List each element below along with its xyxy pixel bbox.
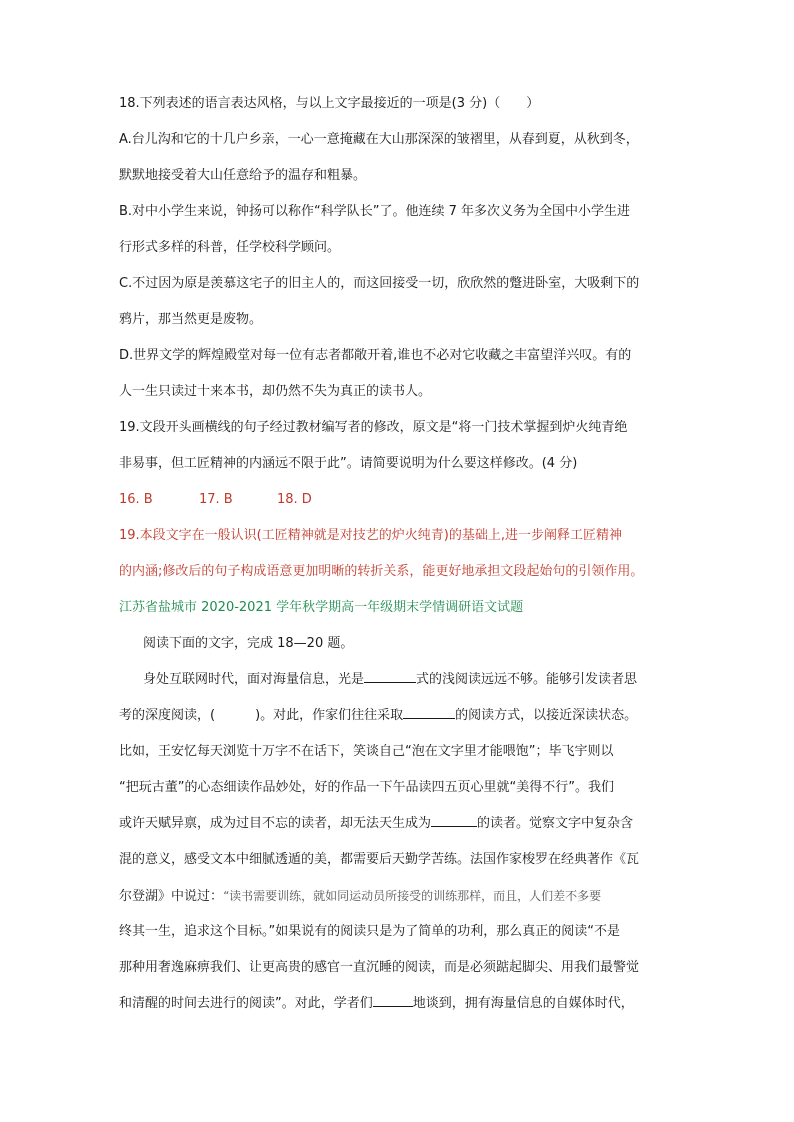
passage-text: 式的浅阅读远远不够。能够引发读者思: [416, 672, 638, 687]
option-a-line-2: 默默地接受着大山任意给予的温存和粗暴。: [119, 168, 367, 183]
passage-line-9: 那种用奢逸麻痹我们、让更高贵的感官一直沉睡的阅读，而是必须踮起脚尖、用我们最警觉: [119, 960, 640, 975]
passage-line-3: 比如，王安忆每天浏览十万字不在话下，笑谈自己“泡在文字里才能喂饱”；毕飞宇则以: [119, 744, 614, 759]
answer-18: 18. D: [277, 492, 312, 507]
passage-text: 或许天赋异禀，成为过目不忘的读者，却无法天生成为: [119, 816, 432, 831]
answer-19-line-2: 的内涵;修改后的句子构成语意更加明晰的转折关系，能更好地承担文段起始句的引领作用。: [119, 564, 644, 579]
option-c-line-2: 鸦片，那当然更是废物。: [119, 312, 263, 327]
option-a-line-1: A.台儿沟和它的十几户乡亲，一心一意掩藏在大山那深深的皱褶里，从春到夏，从秋到冬，: [119, 132, 639, 147]
passage-line-7: [119, 884, 681, 920]
section-title: 江苏省盐城市 2020-2021 学年秋学期高一年级期末学情调研语文试题: [119, 600, 524, 615]
passage-line-6: 混的意义，感受文本中细腻透遁的美，都需要后天勤学苦练。法国作家梭罗在经典著作《瓦: [119, 852, 640, 867]
fill-blank: [364, 668, 416, 683]
document-content: [119, 92, 681, 1028]
option-b-line-2: 行形式多样的科普，任学校科学顾问。: [119, 240, 341, 255]
passage-text: )。对此，作家们往往采取: [255, 708, 404, 723]
passage-text: 的读者。觉察文字中复杂含: [477, 816, 634, 831]
passage-line-8: 终其一生，追求这个目标。”如果说有的阅读只是为了简单的功利，那么真正的阅读“不是: [119, 924, 620, 939]
passage-line-2: [119, 704, 681, 740]
passage-text: 和清醒的时间去进行的阅读”。对此，学者们: [119, 996, 373, 1011]
passage-line-4: “把玩古董”的心态细读作品妙处，好的作品一下午品读四五页心里就“美得不行”。我们: [119, 780, 614, 795]
option-d-line-1: D.世界文学的辉煌殿堂对每一位有志者都敞开着,谁也不必对它收藏之丰富望洋兴叹。有的: [119, 348, 632, 363]
question-19-line-2: 非易事，但工匠精神的内涵远不限于此”。请简要说明为什么要这样修改。(4 分): [119, 456, 578, 471]
answer-key-row: [119, 488, 681, 524]
option-c-line-1: C.不过因为原是羡慕这宅子的旧主人的，而这回接受一切，欣欣然的蹩进卧室，大吸剩下的: [119, 276, 640, 291]
walden-quote: “读书需要训练，就如同运动员所接受的训练那样，而且，人们差不多要: [223, 889, 602, 903]
passage-text: 的阅读方式，以接近深读状态。: [455, 708, 638, 723]
passage-text: 考的深度阅读，(: [119, 708, 216, 723]
passage-line-5: [119, 812, 681, 848]
passage-line-1: [119, 668, 681, 704]
question-19-line-1: 19.文段开头画横线的句子经过教材编写者的修改，原文是“将一门技术掌握到炉火纯青绝: [119, 420, 628, 435]
reading-instruction: 阅读下面的文字，完成 18—20 题。: [143, 636, 354, 651]
answer-17: 17. B: [199, 492, 233, 507]
answer-16: 16. B: [119, 492, 153, 507]
passage-line-10: [119, 992, 681, 1028]
option-b-line-1: B.对中小学生来说，钟扬可以称作“科学队长”了。他连续 7 年多次义务为全国中小学生进: [119, 204, 631, 219]
fill-blank: [373, 992, 413, 1007]
passage-text: 尔登湖》中说过：: [119, 889, 224, 904]
option-d-line-2: 人一生只读过十来本书，却仍然不失为真正的读书人。: [119, 384, 432, 399]
fill-blank: [431, 812, 477, 827]
passage-text: 地谈到，拥有海量信息的自媒体时代，: [412, 996, 634, 1011]
answer-19-line-1: 19.本段文字在一般认识(工匠精神就是对技艺的炉火纯青)的基础上,进一步阐释工匠精神: [119, 528, 622, 543]
passage-text: 身处互联网时代，面对海量信息，光是: [143, 672, 365, 687]
question-18-stem: 18.下列表述的语言表达风格，与以上文字最接近的一项是(3 分)（ ）: [119, 96, 540, 111]
fill-blank: [403, 704, 455, 719]
